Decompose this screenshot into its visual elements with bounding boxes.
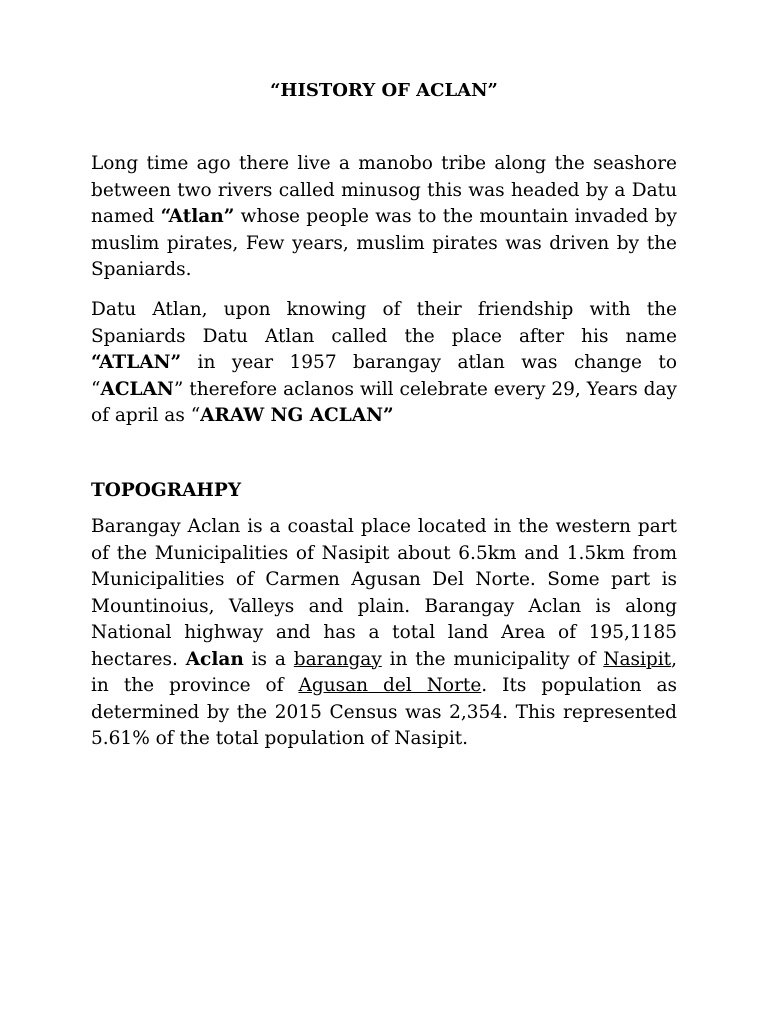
paragraph-text: whose people was to the mountain invaded by muslim pirates, Few years, muslim pirates was driven by the Spaniards. bbox=[91, 206, 677, 280]
paragraph-text: in the municipality of bbox=[381, 648, 604, 670]
link-barangay[interactable]: barangay bbox=[293, 648, 382, 670]
bold-araw-ng-aclan: ARAW NG ACLAN” bbox=[200, 405, 394, 426]
topography-paragraph bbox=[91, 514, 677, 753]
paragraph-text: ” therefore aclanos will celebrate every 29, Years day of april as “ bbox=[91, 378, 677, 426]
bold-name-atlan: “Atlan” bbox=[160, 206, 235, 227]
document-title: “HISTORY OF ACLAN” bbox=[270, 80, 498, 101]
section-heading-topography: TOPOGRAHPY bbox=[91, 480, 242, 501]
paragraph-text: is a bbox=[243, 648, 294, 670]
paragraph-text: Barangay Aclan is a coastal place located in the western part of the Municipalities of Nasipit about 6.5km and 1.5km from Municipalities of Carmen Agusan Del Norte. Some part is Mountinoius, Valleys and plain. Barangay Aclan is along National highway and has a total land Area of 195,1185 hectares. bbox=[91, 516, 677, 670]
link-agusan-del-norte[interactable]: Agusan del Norte bbox=[298, 675, 482, 696]
paragraph-text: Datu Atlan, upon knowing of their friendship with the Spaniards Datu Atlan called the place after his name bbox=[91, 299, 677, 347]
history-paragraph-2 bbox=[91, 297, 677, 430]
history-paragraph-1 bbox=[91, 151, 677, 284]
paragraph-text: , in the province of bbox=[91, 648, 677, 696]
paragraph-text: Long time ago there live a manobo tribe along the seashore between two rivers called minusog this was headed by a Datu named bbox=[91, 153, 677, 227]
paragraph-text: in year 1957 barangay atlan was change to “ bbox=[91, 352, 677, 400]
bold-name-atlan-caps: “ATLAN” bbox=[91, 352, 182, 373]
link-nasipit[interactable]: Nasipit bbox=[603, 648, 672, 670]
paragraph-text: . Its population as determined by the 2015 Census was 2,354. This represented 5.61% of the total population of Nasipit. bbox=[91, 675, 677, 749]
bold-name-aclan: ACLAN bbox=[100, 378, 174, 400]
bold-aclan: Aclan bbox=[185, 648, 244, 670]
